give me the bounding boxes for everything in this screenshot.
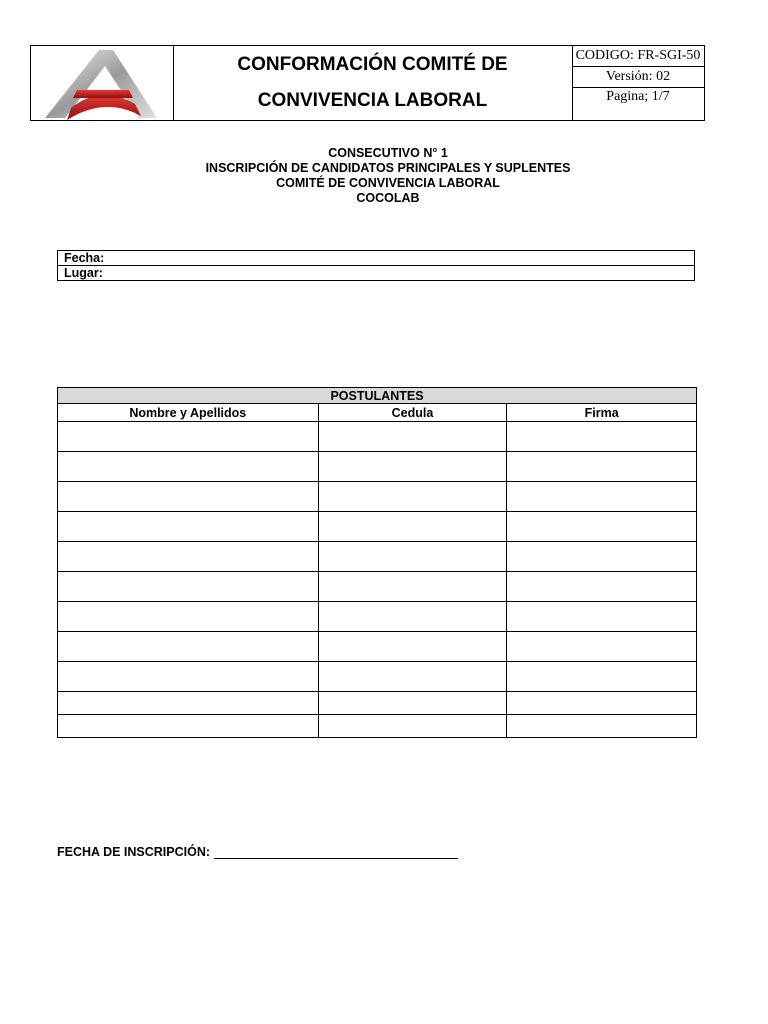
document-header [30, 45, 705, 121]
table-row [58, 542, 697, 572]
heading-line-3: COMITÉ DE CONVIVENCIA LABORAL [276, 176, 500, 190]
cedula-cell[interactable] [318, 452, 507, 482]
fecha-field[interactable]: Fecha: [58, 251, 695, 266]
cedula-cell[interactable] [318, 572, 507, 602]
heading-line-2: INSCRIPCIÓN DE CANDIDATOS PRINCIPALES Y SUPLENTES [205, 161, 571, 175]
table-row [58, 602, 697, 632]
table-row [58, 662, 697, 692]
firma-cell[interactable] [507, 482, 697, 512]
form-heading [0, 146, 768, 206]
cedula-cell[interactable] [318, 482, 507, 512]
cedula-cell[interactable] [318, 422, 507, 452]
firma-cell[interactable] [507, 422, 697, 452]
firma-cell[interactable] [507, 452, 697, 482]
nombre-cell[interactable] [58, 422, 319, 452]
nombre-cell[interactable] [58, 692, 319, 715]
pagina-label: Pagina; 1/7 [606, 89, 670, 104]
column-header-cedula: Cedula [318, 404, 507, 422]
heading-line-1: CONSECUTIVO N° 1 [328, 146, 448, 160]
table-row [58, 452, 697, 482]
cedula-cell[interactable] [318, 692, 507, 715]
cedula-cell[interactable] [318, 602, 507, 632]
cedula-cell[interactable] [318, 662, 507, 692]
nombre-cell[interactable] [58, 572, 319, 602]
table-row [58, 572, 697, 602]
table-title: POSTULANTES [58, 388, 697, 404]
company-logo [31, 46, 174, 120]
nombre-cell[interactable] [58, 715, 319, 738]
postulantes-table [57, 387, 697, 738]
firma-cell[interactable] [507, 512, 697, 542]
document-meta [572, 46, 704, 120]
title-line-2: CONVIVENCIA LABORAL [257, 90, 488, 111]
firma-cell[interactable] [507, 572, 697, 602]
column-header-firma: Firma [507, 404, 697, 422]
nombre-cell[interactable] [58, 512, 319, 542]
codigo-label: CODIGO: FR-SGI-50 [572, 46, 704, 67]
cedula-cell[interactable] [318, 632, 507, 662]
table-row [58, 482, 697, 512]
document-title [173, 46, 573, 120]
table-row [58, 632, 697, 662]
cedula-cell[interactable] [318, 512, 507, 542]
firma-cell[interactable] [507, 692, 697, 715]
column-header-nombre: Nombre y Apellidos [58, 404, 319, 422]
heading-line-4: COCOLAB [356, 191, 420, 205]
table-row [58, 692, 697, 715]
firma-cell[interactable] [507, 715, 697, 738]
cedula-cell[interactable] [318, 715, 507, 738]
table-row [58, 715, 697, 738]
firma-cell[interactable] [507, 662, 697, 692]
nombre-cell[interactable] [58, 662, 319, 692]
fecha-inscripcion [57, 845, 458, 859]
version-label: Versión: 02 [572, 67, 704, 88]
firma-cell[interactable] [507, 632, 697, 662]
firma-cell[interactable] [507, 602, 697, 632]
cedula-cell[interactable] [318, 542, 507, 572]
nombre-cell[interactable] [58, 482, 319, 512]
nombre-cell[interactable] [58, 542, 319, 572]
fecha-inscripcion-label: FECHA DE INSCRIPCIÓN: [57, 845, 211, 859]
table-row [58, 512, 697, 542]
table-row [58, 422, 697, 452]
nombre-cell[interactable] [58, 632, 319, 662]
title-line-1: CONFORMACIÓN COMITÉ DE [237, 54, 508, 75]
firma-cell[interactable] [507, 542, 697, 572]
nombre-cell[interactable] [58, 452, 319, 482]
lugar-field[interactable]: Lugar: [58, 266, 695, 281]
fecha-inscripcion-line[interactable] [214, 845, 458, 859]
info-table [57, 250, 695, 281]
nombre-cell[interactable] [58, 602, 319, 632]
